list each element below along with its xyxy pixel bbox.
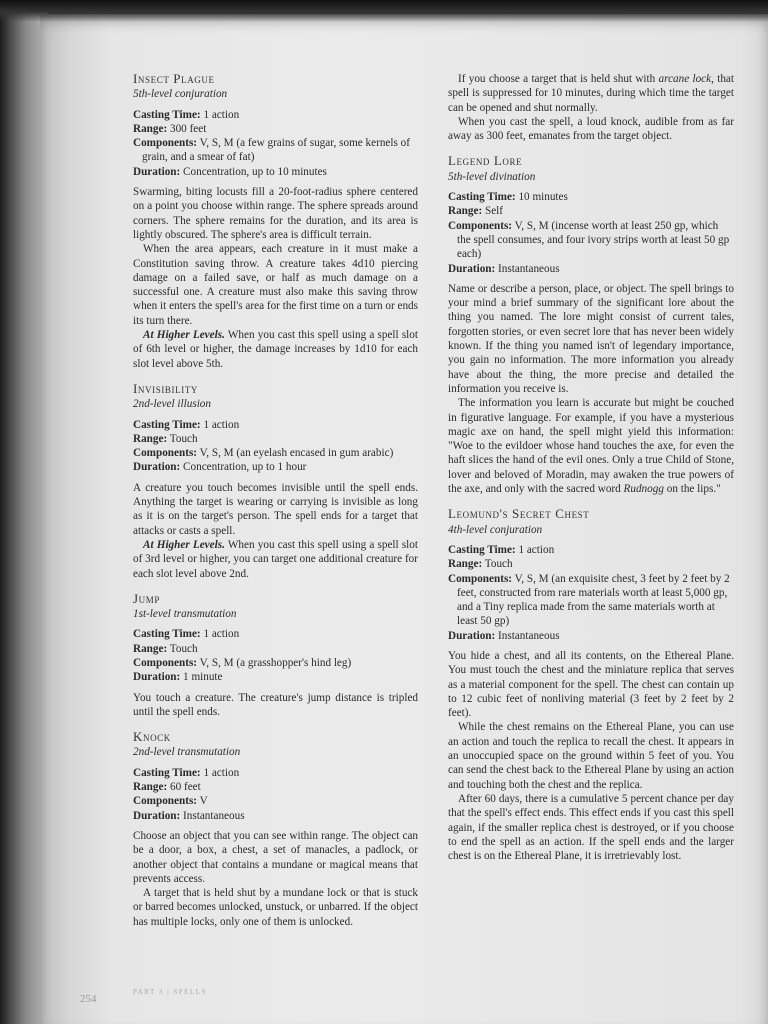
page-number: 254 [80, 993, 97, 1005]
duration: Duration: 1 minute [133, 671, 223, 684]
spell-invisibility [133, 382, 418, 581]
duration: Duration: Instantaneous [133, 809, 245, 822]
spell-description: Swarming, biting locusts fill a 20-foot-radius sphere centered on a point you choose within range. The sphere spreads around corners. The sphere remains for the duration, and its area is lightly obscured. The sphere's area is difficult terrain. [133, 186, 418, 241]
components: Components: V, S, M (a few grains of sugar, some kernels of grain, and a smear of fat) [133, 137, 410, 164]
range: Range: Touch [133, 642, 198, 655]
spell-stats [448, 190, 734, 276]
range: Range: Touch [133, 432, 198, 445]
higher-levels: At Higher Levels. When you cast this spell using a spell slot of 6th level or higher, the damage increases by 1d10 for each slot level above 5th. [133, 329, 418, 370]
spell-legend-lore [448, 154, 734, 496]
spell-title: Jump [133, 590, 160, 606]
right-column [448, 72, 734, 863]
spell-leomunds-secret-chest [448, 507, 734, 863]
casting-time: Casting Time: 1 action [133, 766, 240, 779]
spell-description: Choose an object that you can see within range. The object can be a door, a box, a chest, a set of manacles, a padlock, or another object that contains a mundane or magical means that prevents access. [133, 829, 418, 885]
page-top-shadow [0, 0, 768, 22]
higher-levels: At Higher Levels. When you cast this spell using a spell slot of 3rd level or higher, you can target one additional creature for each slot level above 2nd. [133, 538, 418, 580]
duration: Duration: Concentration, up to 1 hour [133, 461, 307, 474]
spell-stats [133, 418, 418, 475]
spell-title: Legend Lore [448, 153, 523, 169]
range: Range: 60 feet [133, 781, 201, 794]
spell-description: Name or describe a person, place, or object. The spell brings to your mind a brief summary of the significant lore about the thing you named. The lore might consist of current tales, forgotten stories, or even secret lore that has never been widely known. If the thing you named isn't of legendary importance, you gain no information. The more information you already have about the thing, the more precise and detailed the information you receive is. [448, 282, 734, 395]
duration: Duration: Instantaneous [448, 262, 560, 275]
spell-stats [133, 108, 418, 179]
range: Range: Touch [448, 558, 513, 571]
spell-stats [133, 627, 418, 684]
components: Components: V, S, M (an exquisite chest, 3 feet by 2 feet by 2 feet, constructed from rare materials worth at least 5,000 gp, and a Tiny replica made from the same materials worth at least 50 gp) [448, 572, 730, 628]
spell-title: Invisibility [133, 380, 199, 396]
spell-school: 2nd-level illusion [133, 398, 211, 411]
spell-school: 1st-level transmutation [133, 608, 237, 621]
range: Range: Self [448, 205, 504, 218]
duration: Duration: Concentration, up to 10 minutes [133, 165, 327, 178]
casting-time: Casting Time: 10 minutes [448, 191, 568, 204]
spell-description: After 60 days, there is a cumulative 5 percent chance per day that the spell's effect ends. This effect ends if you cast this spell again, if the smaller replica chest is destroyed, or if you choose to end the spell as an action. If the spell ends and the larger chest is on the Ethereal Plane, it is irretrievably lost. [448, 792, 734, 863]
spell-title: Insect Plague [133, 71, 215, 86]
spell-description: When the area appears, each creature in it must make a Constitution saving throw. A creature takes 4d10 piercing damage on a failed save, or half as much damage on a successful one. A creature must also make this saving throw when it enters the spell's area for the first time on a turn or ends its turn there. [133, 243, 418, 327]
spell-title: Leomund's Secret Chest [448, 506, 590, 522]
spell-description: When you cast the spell, a loud knock, audible from as far away as 300 feet, emanates from the target object. [448, 115, 734, 143]
spell-stats [448, 543, 734, 643]
casting-time: Casting Time: 1 action [448, 543, 555, 556]
spell-jump [133, 592, 418, 719]
range: Range: 300 feet [133, 122, 207, 135]
components: Components: V, S, M (an eyelash encased in gum arabic) [133, 447, 394, 460]
spell-school: 5th-level divination [448, 170, 536, 183]
left-column [133, 72, 418, 929]
components: Components: V, S, M (incense worth at least 250 gp, which the spell consumes, and four ivory strips worth at least 50 gp each) [448, 219, 730, 261]
casting-time: Casting Time: 1 action [133, 418, 240, 431]
spell-school: 5th-level conjuration [133, 88, 228, 101]
components: Components: V, S, M (a grasshopper's hind leg) [133, 656, 352, 669]
section-label: PART 3 | SPELLS [133, 988, 207, 996]
spell-insect-plague [133, 72, 418, 371]
spell-school: 4th-level conjuration [448, 523, 543, 536]
spell-description: You touch a creature. The creature's jump distance is tripled until the spell ends. [133, 691, 418, 718]
spell-description: If you choose a target that is held shut with arcane lock, that spell is suppressed for 10 minutes, during which time the target can be opened and shut normally. [448, 73, 734, 114]
spell-description: While the chest remains on the Ethereal Plane, you can use an action and touch the replica to recall the chest. It appears in an unoccupied space on the ground within 5 feet of you. You can send the chest back to the Ethereal Plane by using an action and touching both the chest and the replica. [448, 721, 734, 791]
spell-description: A target that is held shut by a mundane lock or that is stuck or barred becomes unlocked, unstuck, or unbarred. If the object has multiple locks, only one of them is unlocked. [133, 887, 418, 928]
spell-title: Knock [133, 729, 171, 745]
casting-time: Casting Time: 1 action [133, 628, 240, 641]
duration: Duration: Instantaneous [448, 629, 560, 642]
spell-description: A creature you touch becomes invisible until the spell ends. Anything the target is wearing or carrying is invisible as long as it is on the target's person. The spell ends for a target that attacks or casts a spell. [133, 481, 418, 537]
spell-stats [133, 766, 418, 823]
spell-school: 2nd-level transmutation [133, 746, 241, 759]
components: Components: V [133, 795, 208, 808]
spell-knock [133, 730, 418, 929]
spell-description: The information you learn is accurate but might be couched in figurative language. For example, if you have a mysterious magic axe on hand, the spell might yield this information: "Woe to the evildoer whose hand touches the axe, for even the haft slices the hand of the evil ones. Only a true Child of Stone, lover and beloved of Moradin, may awaken the true powers of the axe, and only with the sacred word Rudnogg on the lips." [448, 397, 734, 496]
casting-time: Casting Time: 1 action [133, 108, 240, 121]
spell-description: You hide a chest, and all its contents, on the Ethereal Plane. You must touch the chest and the miniature replica that serves as a material component for the spell. The chest can contain up to 12 cubic feet of nonliving material (3 feet by 2 feet by 2 feet). [448, 649, 734, 720]
